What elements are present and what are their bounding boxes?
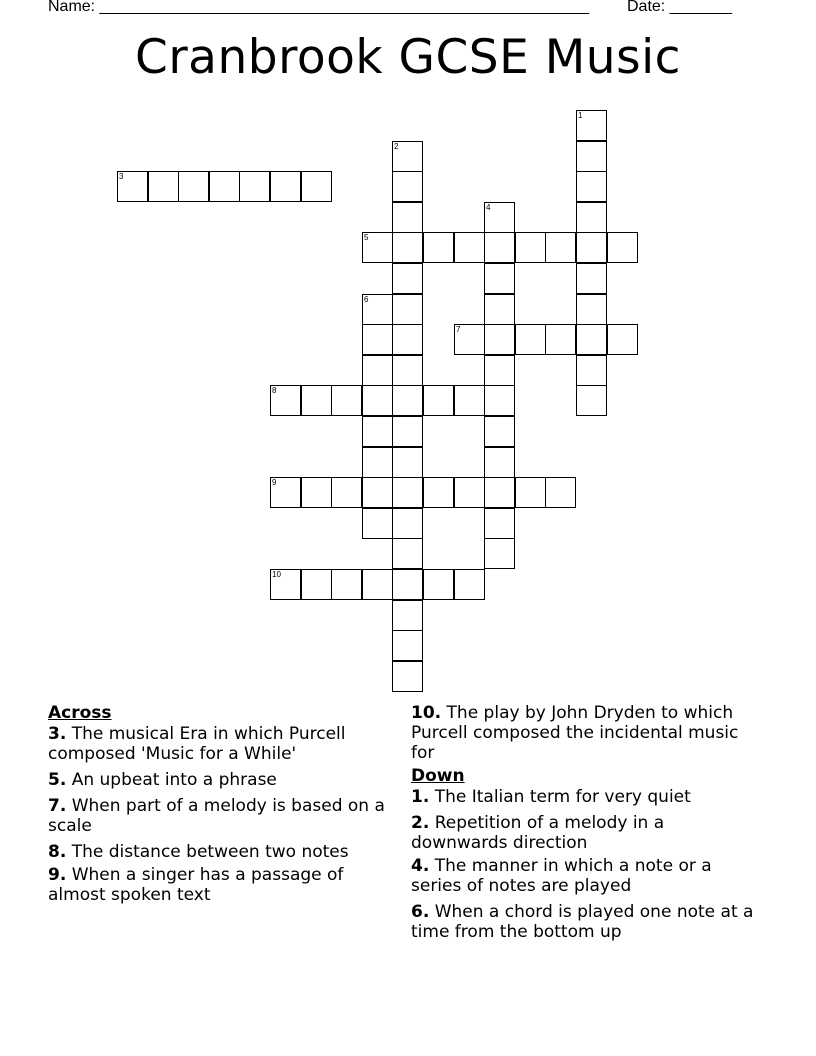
clues-column-left <box>48 703 393 911</box>
grid-cell[interactable] <box>392 477 423 508</box>
grid-cell[interactable] <box>392 600 423 631</box>
grid-cell[interactable] <box>301 171 332 202</box>
grid-cell[interactable] <box>239 171 270 202</box>
grid-cell[interactable] <box>484 477 515 508</box>
clue-across-3: 3. The musical Era in which Purcell composed 'Music for a While' <box>48 724 346 764</box>
grid-cell[interactable] <box>576 202 607 233</box>
grid-cell[interactable] <box>484 355 515 386</box>
grid-cell[interactable] <box>484 385 515 416</box>
grid-cell[interactable] <box>484 538 515 569</box>
grid-cell[interactable] <box>392 416 423 447</box>
clue-number: 8 <box>272 386 277 395</box>
clue-across-9: 9. When a singer has a passage of almost spoken text <box>48 865 344 905</box>
grid-cell[interactable] <box>270 477 301 508</box>
clue-number: 10 <box>272 570 281 579</box>
clue-down-1: 1. The Italian term for very quiet <box>411 787 691 807</box>
grid-cell[interactable] <box>515 477 546 508</box>
clue-number: 4 <box>486 203 491 212</box>
grid-cell[interactable] <box>576 294 607 325</box>
grid-cell[interactable] <box>484 202 515 233</box>
grid-cell[interactable] <box>423 569 454 600</box>
grid-cell[interactable] <box>515 324 546 355</box>
grid-cell[interactable] <box>392 324 423 355</box>
name-field[interactable]: Name: _______________________________________________________ <box>48 0 589 15</box>
grid-cell[interactable] <box>607 324 638 355</box>
grid-cell[interactable] <box>392 385 423 416</box>
clue-number: 1 <box>578 111 583 120</box>
grid-cell[interactable] <box>484 294 515 325</box>
date-field[interactable]: Date: _______ <box>627 0 732 15</box>
clue-across-8: 8. The distance between two notes <box>48 842 349 862</box>
grid-cell[interactable] <box>392 171 423 202</box>
grid-cell[interactable] <box>515 232 546 263</box>
grid-cell[interactable] <box>392 661 423 692</box>
clue-number: 2 <box>394 142 399 151</box>
grid-cell[interactable] <box>392 294 423 325</box>
grid-cell[interactable] <box>148 171 179 202</box>
clue-down-6: 6. When a chord is played one note at a time from the bottom up <box>411 902 754 942</box>
grid-cell[interactable] <box>454 385 485 416</box>
grid-cell[interactable] <box>392 569 423 600</box>
grid-cell[interactable] <box>270 385 301 416</box>
grid-cell[interactable] <box>454 324 485 355</box>
grid-cell[interactable] <box>362 294 393 325</box>
grid-cell[interactable] <box>362 508 393 539</box>
grid-cell[interactable] <box>392 355 423 386</box>
grid-cell[interactable] <box>545 477 576 508</box>
grid-cell[interactable] <box>392 447 423 478</box>
grid-cell[interactable] <box>270 569 301 600</box>
grid-cell[interactable] <box>392 141 423 172</box>
grid-cell[interactable] <box>484 508 515 539</box>
grid-cell[interactable] <box>301 477 332 508</box>
grid-cell[interactable] <box>392 232 423 263</box>
grid-cell[interactable] <box>392 508 423 539</box>
grid-cell[interactable] <box>576 141 607 172</box>
clue-down-4: 4. The manner in which a note or a series of notes are played <box>411 856 712 896</box>
clue-number: 5 <box>364 233 369 242</box>
grid-cell[interactable] <box>423 477 454 508</box>
grid-cell[interactable] <box>454 477 485 508</box>
grid-cell[interactable] <box>331 385 362 416</box>
grid-cell[interactable] <box>423 385 454 416</box>
grid-cell[interactable] <box>362 569 393 600</box>
grid-cell[interactable] <box>545 232 576 263</box>
clues-column-right <box>411 703 761 948</box>
down-heading: Down <box>411 766 465 786</box>
grid-cell[interactable] <box>484 324 515 355</box>
clue-across-10: 10. The play by John Dryden to which Purcell composed the incidental music for <box>411 703 739 763</box>
grid-cell[interactable] <box>484 447 515 478</box>
clue-down-2: 2. Repetition of a melody in a downwards direction <box>411 813 665 853</box>
grid-cell[interactable] <box>454 232 485 263</box>
grid-cell[interactable] <box>117 171 148 202</box>
grid-cell[interactable] <box>484 263 515 294</box>
grid-cell[interactable] <box>331 477 362 508</box>
grid-cell[interactable] <box>576 232 607 263</box>
grid-cell[interactable] <box>607 232 638 263</box>
grid-cell[interactable] <box>576 355 607 386</box>
grid-cell[interactable] <box>178 171 209 202</box>
grid-cell[interactable] <box>362 324 393 355</box>
grid-cell[interactable] <box>392 630 423 661</box>
clue-across-5: 5. An upbeat into a phrase <box>48 770 277 790</box>
grid-cell[interactable] <box>362 416 393 447</box>
page-title: Cranbrook GCSE Music <box>135 30 681 85</box>
grid-cell[interactable] <box>392 202 423 233</box>
grid-cell[interactable] <box>545 324 576 355</box>
grid-cell[interactable] <box>331 569 362 600</box>
across-heading: Across <box>48 703 112 723</box>
grid-cell[interactable] <box>270 171 301 202</box>
grid-cell[interactable] <box>576 171 607 202</box>
clue-number: 7 <box>456 325 461 334</box>
grid-cell[interactable] <box>423 232 454 263</box>
grid-cell[interactable] <box>362 232 393 263</box>
clue-number: 9 <box>272 478 277 487</box>
grid-cell[interactable] <box>576 324 607 355</box>
clue-number: 3 <box>119 172 124 181</box>
grid-cell[interactable] <box>484 416 515 447</box>
clue-number: 6 <box>364 295 369 304</box>
grid-cell[interactable] <box>209 171 240 202</box>
grid-cell[interactable] <box>576 110 607 141</box>
grid-cell[interactable] <box>454 569 485 600</box>
grid-cell[interactable] <box>576 263 607 294</box>
grid-cell[interactable] <box>301 569 332 600</box>
grid-cell[interactable] <box>484 232 515 263</box>
grid-cell[interactable] <box>362 355 393 386</box>
grid-cell[interactable] <box>362 447 393 478</box>
grid-cell[interactable] <box>392 263 423 294</box>
grid-cell[interactable] <box>362 477 393 508</box>
grid-cell[interactable] <box>362 385 393 416</box>
grid-cell[interactable] <box>301 385 332 416</box>
grid-cell[interactable] <box>576 385 607 416</box>
clue-across-7: 7. When part of a melody is based on a scale <box>48 796 385 836</box>
grid-cell[interactable] <box>392 538 423 569</box>
